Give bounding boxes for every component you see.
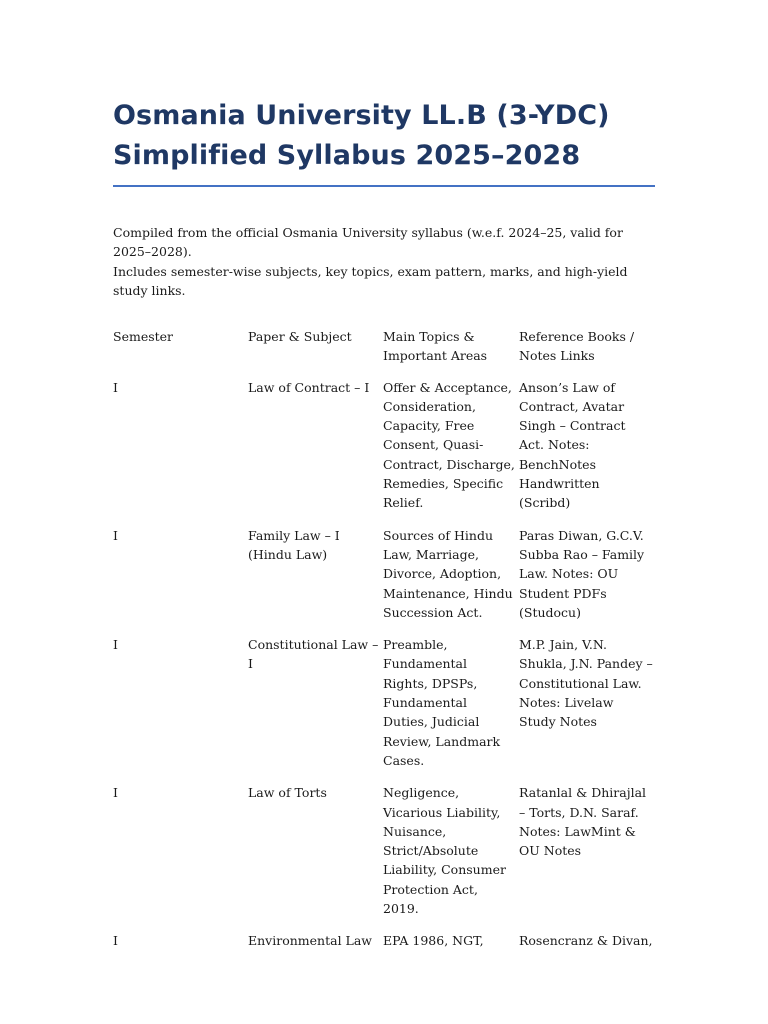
- cell-references: Ratanlal & Dhirajlal – Torts, D.N. Saraf. Notes: LawMint & OU Notes: [519, 785, 647, 859]
- cell-topics: Offer & Acceptance, Consideration, Capacity, Free Consent, Quasi-Contract, Discharge, Remedies, Specific Relief.: [383, 379, 515, 511]
- cell-semester: I: [113, 637, 118, 653]
- header-subject: Paper & Subject: [248, 329, 352, 344]
- header-references: Reference Books / Notes Links: [519, 329, 635, 364]
- cell-references: Anson’s Law of Contract, Avatar Singh – Contract Act. Notes: BenchNotes Handwritten (Scribd): [519, 379, 626, 511]
- header-semester: Semester: [113, 329, 174, 344]
- table-row: [113, 931, 658, 963]
- document-title: [113, 96, 658, 176]
- cell-topics: Negligence, Vicarious Liability, Nuisance, Strict/Absolute Liability, Consumer Protection Act, 2019.: [383, 785, 506, 917]
- cell-semester: I: [113, 527, 118, 543]
- cell-references: Rosencranz & Divan,: [519, 933, 653, 949]
- cell-subject: Law of Contract – I: [248, 379, 370, 395]
- syllabus-table: [113, 327, 658, 964]
- cell-subject: Environmental Law: [248, 933, 372, 949]
- cell-topics: Preamble, Fundamental Rights, DPSPs, Fundamental Duties, Judicial Review, Landmark Cases.: [383, 637, 501, 768]
- cell-references: Paras Diwan, G.C.V. Subba Rao – Family Law. Notes: OU Student PDFs (Studocu): [519, 527, 645, 620]
- title-line-1: Osmania University LL.B (3-YDC): [113, 100, 610, 131]
- table-row: [113, 783, 658, 931]
- cell-semester: I: [113, 933, 118, 949]
- title-line-2: Simplified Syllabus 2025–2028: [113, 140, 581, 171]
- cell-topics: EPA 1986, NGT,: [383, 933, 484, 949]
- cell-references: M.P. Jain, V.N. Shukla, J.N. Pandey – Constitutional Law. Notes: Livelaw Study Notes: [519, 637, 653, 730]
- intro-paragraph: [113, 223, 658, 300]
- table-header-row: [113, 327, 658, 378]
- intro-line-2: Includes semester-wise subjects, key topics, exam pattern, marks, and high-yield study links.: [113, 263, 628, 298]
- header-topics: Main Topics & Important Areas: [383, 329, 488, 364]
- table-row: [113, 378, 658, 526]
- cell-semester: I: [113, 785, 118, 801]
- table-row: [113, 635, 658, 783]
- cell-subject: Law of Torts: [248, 785, 327, 801]
- cell-topics: Sources of Hindu Law, Marriage, Divorce, Adoption, Maintenance, Hindu Succession Act.: [383, 527, 513, 620]
- title-underline: [113, 185, 655, 187]
- intro-line-1: Compiled from the official Osmania University syllabus (w.e.f. 2024–25, valid for 2025–2028).: [113, 225, 623, 260]
- cell-subject: Constitutional Law – I: [248, 637, 379, 672]
- table-row: [113, 526, 658, 635]
- cell-semester: I: [113, 379, 118, 395]
- document-page: [113, 96, 658, 949]
- cell-subject: Family Law – I (Hindu Law): [248, 527, 340, 562]
